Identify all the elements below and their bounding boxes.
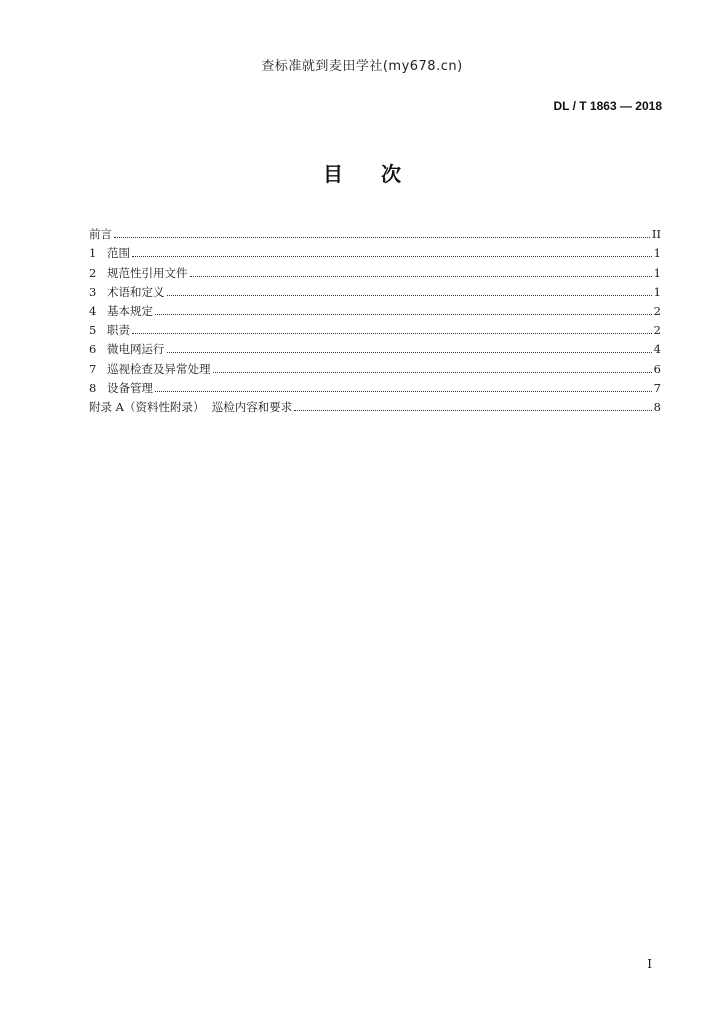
toc-entry-label: 设备管理: [107, 380, 153, 395]
toc-entry-number: 8: [89, 380, 97, 395]
toc-entry-2[interactable]: [89, 260, 661, 279]
table-of-contents: [89, 222, 661, 414]
toc-entry-label: 附录 A（资料性附录） 巡检内容和要求: [89, 399, 293, 414]
toc-entry-appendix-a[interactable]: [89, 395, 661, 414]
toc-entry-number: 1: [89, 246, 97, 261]
page-title: 目次: [323, 162, 439, 186]
watermark-header: 查标准就到麦田学社(my678.cn): [261, 59, 463, 74]
toc-leader-dots: [114, 237, 650, 238]
toc-leader-dots: [294, 410, 651, 411]
toc-entry-4[interactable]: [89, 299, 661, 318]
toc-entry-page: 6: [653, 361, 661, 376]
toc-entry-label: 巡视检查及异常处理: [107, 361, 211, 376]
toc-entry-5[interactable]: [89, 318, 661, 337]
toc-entry-page: 1: [653, 265, 661, 280]
toc-entry-label: 术语和定义: [107, 284, 165, 299]
toc-leader-dots: [155, 391, 652, 392]
toc-leader-dots: [167, 295, 652, 296]
toc-entry-page: 4: [653, 342, 661, 357]
toc-entry-page: 7: [653, 380, 661, 395]
toc-entry-label: 职责: [107, 323, 130, 338]
toc-entry-number: 5: [89, 323, 97, 338]
toc-entry-page: II: [651, 227, 661, 242]
toc-entry-page: 1: [653, 246, 661, 261]
page-number: I: [647, 957, 652, 971]
toc-entry-3[interactable]: [89, 280, 661, 299]
toc-leader-dots: [213, 372, 652, 373]
toc-leader-dots: [132, 333, 652, 334]
toc-leader-dots: [155, 314, 652, 315]
toc-entry-number: 3: [89, 284, 97, 299]
toc-leader-dots: [167, 352, 652, 353]
toc-leader-dots: [190, 276, 652, 277]
toc-entry-label: 规范性引用文件: [107, 265, 188, 280]
toc-leader-dots: [132, 256, 652, 257]
toc-entry-7[interactable]: [89, 356, 661, 375]
toc-entry-number: 7: [89, 361, 97, 376]
toc-entry-label: 前言: [89, 227, 112, 242]
toc-entry-label: 范围: [107, 246, 130, 261]
toc-entry-page: 2: [653, 323, 661, 338]
toc-entry-number: 4: [89, 303, 97, 318]
toc-entry-8[interactable]: [89, 376, 661, 395]
toc-entry-page: 8: [653, 399, 661, 414]
toc-entry-label: 基本规定: [107, 303, 153, 318]
toc-entry-foreword[interactable]: [89, 222, 661, 241]
toc-entry-number: 6: [89, 342, 97, 357]
toc-entry-number: 2: [89, 265, 97, 280]
toc-entry-6[interactable]: [89, 337, 661, 356]
standard-code: DL / T 1863 — 2018: [553, 99, 662, 113]
toc-entry-page: 2: [653, 303, 661, 318]
toc-entry-page: 1: [653, 284, 661, 299]
toc-entry-label: 微电网运行: [107, 342, 165, 357]
toc-entry-1[interactable]: [89, 241, 661, 260]
